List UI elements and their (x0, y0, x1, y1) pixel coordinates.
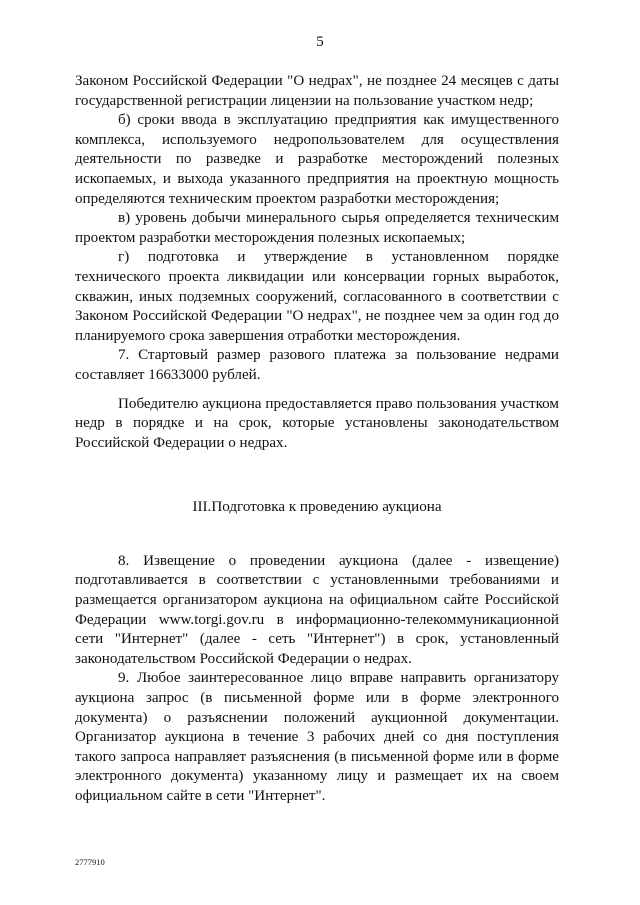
section-heading: III.Подготовка к проведению аукциона (192, 499, 442, 516)
document-body (75, 72, 559, 807)
paragraph-continuation: Законом Российской Федерации "О недрах", не позднее 24 месяцев с даты государственной регистрации лицензии на пользование участком недр; (75, 73, 559, 109)
paragraph-clause-9: 9. Любое заинтересованное лицо вправе направить организатору аукциона запрос (в письменной форме или в форме электронного документа) о разъяснении положений аукционной документации. Организатор аукциона в течение 3 рабочих дней со дня поступления такого запроса направляет разъяснения (в письменной форме или в форме электронного документа) указанному лицу и размещает их на своем официальном сайте в сети "Интернет". (75, 670, 559, 804)
paragraph-item-g: г) подготовка и утверждение в установленном порядке технического проекта ликвидации или консервации горных выработок, скважин, иных подземных сооружений, согласованного в соответствии с Законом Российской Федерации "О недрах", не позднее чем за один год до планируемого срока завершения отработки месторождения. (75, 249, 559, 344)
paragraph-clause-8: 8. Извещение о проведении аукциона (далее - извещение) подготавливается в соответствии с установленными требованиями и размещается организатором аукциона на официальном сайте Российской Федерации www.torgi.gov.ru в информационно-телекоммуникационной сети "Интернет" (далее - сеть "Интернет") в срок, установленный законодательством Российской Федерации о недрах. (75, 552, 559, 667)
document-code: 2777910 (75, 857, 105, 867)
paragraph-clause-7: 7. Стартовый размер разового платежа за пользование недрами составляет 16633000 рублей. (75, 347, 559, 383)
paragraph-item-b: б) сроки ввода в эксплуатацию предприятия как имущественного комплекса, используемого недропользователем для осуществления деятельности по разведке и разработке месторождений полезных ископаемых, и выхода указанного предприятия на проектную мощность определяются техническим проектом разработки месторождения; (75, 112, 559, 207)
paragraph-item-v: в) уровень добычи минерального сырья определяется техническим проектом разработки месторождения полезных ископаемых; (75, 210, 559, 246)
paragraph-winner-rights: Победителю аукциона предоставляется право пользования участком недр в порядке и на срок, которые установлены законодательством Российской Федерации о недрах. (75, 395, 559, 451)
page-number: 5 (316, 34, 324, 50)
